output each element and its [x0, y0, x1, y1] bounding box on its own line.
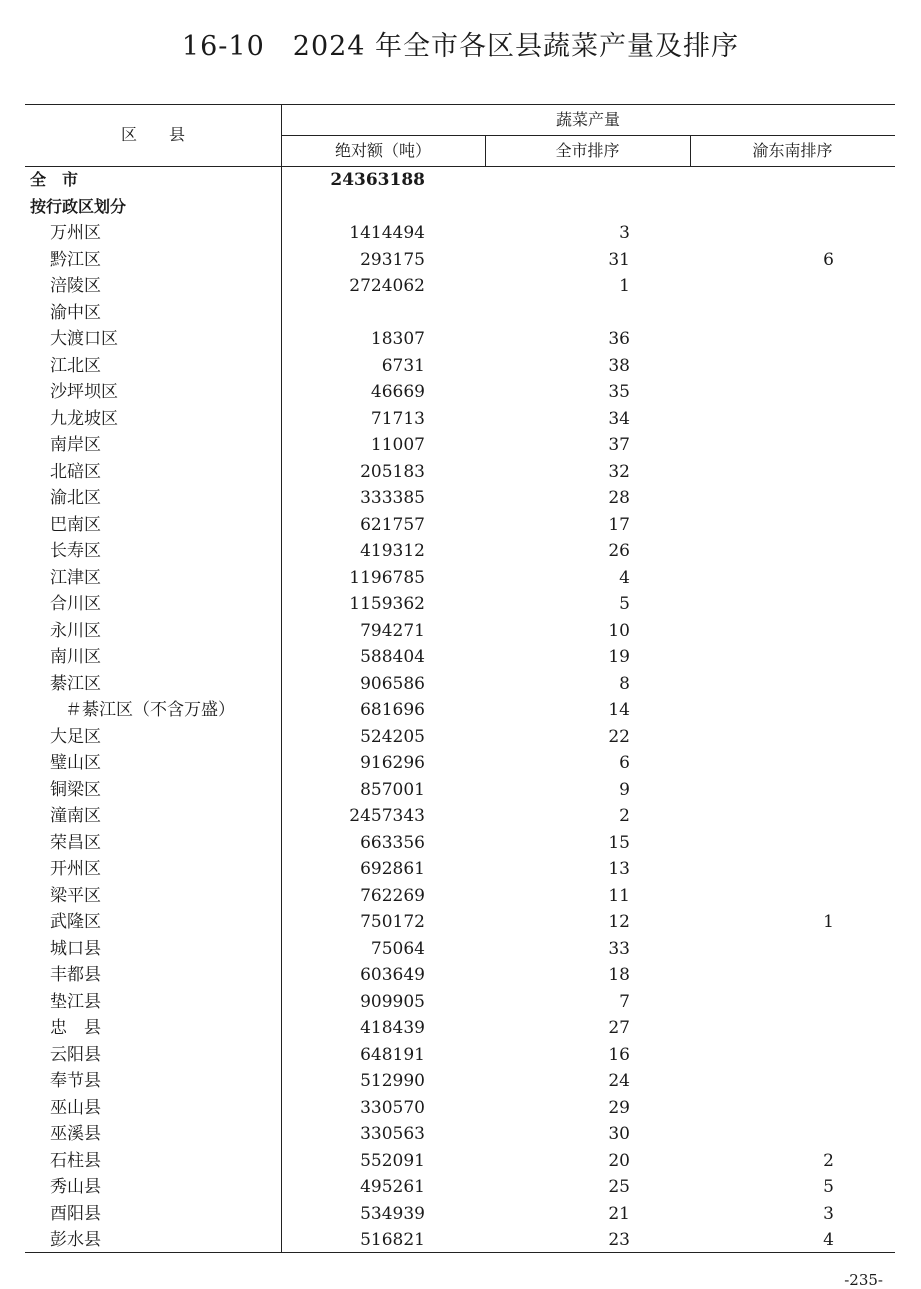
region-name: 巴南区 [50, 514, 101, 535]
region-name: 渝北区 [50, 488, 101, 508]
table-row [25, 1174, 895, 1201]
table-row [25, 671, 895, 698]
region-name: 武隆区 [50, 912, 101, 932]
absolute-amount: 603649 [360, 965, 425, 985]
table-row [25, 1121, 895, 1148]
absolute-amount: 663356 [360, 832, 425, 853]
city-rank: 25 [608, 1177, 630, 1197]
table-row [25, 1227, 895, 1254]
table-row [25, 512, 895, 539]
table-row [25, 538, 895, 565]
city-rank: 1 [619, 276, 630, 296]
region-name: 城口县 [50, 938, 101, 959]
table-row [25, 167, 895, 194]
absolute-amount: 909905 [360, 991, 425, 1012]
region-name: 按行政区划分 [30, 196, 127, 216]
table-row [25, 724, 895, 751]
region-name: 奉节县 [50, 1071, 101, 1091]
absolute-amount: 18307 [370, 329, 425, 349]
city-rank: 27 [608, 1018, 630, 1038]
city-rank: 36 [608, 329, 630, 349]
city-rank: 26 [608, 541, 630, 561]
absolute-amount: 1159362 [349, 594, 425, 614]
absolute-amount: 2724062 [349, 276, 425, 296]
region-name: 彭水县 [50, 1230, 101, 1250]
southeast-rank: 6 [823, 249, 834, 270]
city-rank: 29 [608, 1097, 630, 1118]
absolute-amount: 762269 [360, 885, 425, 906]
table-top-rule [25, 104, 895, 105]
table-row [25, 856, 895, 883]
city-rank: 2 [619, 806, 630, 826]
region-name: 南岸区 [50, 435, 101, 455]
region-name: 沙坪坝区 [50, 382, 118, 402]
table-row [25, 777, 895, 804]
city-rank: 10 [608, 620, 630, 641]
region-name: 涪陵区 [50, 276, 101, 296]
city-rank: 7 [619, 991, 630, 1012]
table-row [25, 591, 895, 618]
region-name: 九龙坡区 [50, 408, 118, 429]
table-row [25, 353, 895, 380]
absolute-amount: 333385 [360, 488, 425, 508]
absolute-amount: 524205 [360, 726, 425, 747]
table-row [25, 379, 895, 406]
table-row [25, 273, 895, 300]
absolute-amount: 293175 [360, 249, 425, 270]
region-name: 江北区 [50, 355, 101, 376]
southeast-rank: 2 [823, 1150, 834, 1171]
absolute-amount: 2457343 [349, 806, 425, 826]
southeast-rank: 3 [823, 1203, 834, 1224]
absolute-amount: 419312 [360, 541, 425, 561]
header-city-rank: 全市排序 [555, 141, 620, 160]
region-name: 永川区 [50, 620, 101, 641]
absolute-amount: 1414494 [349, 223, 425, 243]
city-rank: 16 [608, 1044, 630, 1065]
absolute-amount: 46669 [370, 382, 425, 402]
region-name: 大渡口区 [50, 329, 118, 349]
city-rank: 15 [608, 832, 630, 853]
region-name: 大足区 [50, 726, 101, 747]
city-rank: 8 [619, 673, 630, 694]
city-rank: 22 [608, 726, 630, 747]
absolute-amount: 75064 [370, 938, 425, 959]
region-name: 秀山县 [50, 1177, 101, 1197]
city-rank: 14 [608, 700, 630, 720]
region-name: ＃綦江区（不含万盛） [65, 700, 235, 720]
city-rank: 9 [619, 779, 630, 800]
table-row [25, 565, 895, 592]
table-row [25, 432, 895, 459]
table-row [25, 220, 895, 247]
absolute-amount: 794271 [360, 620, 425, 641]
table-row [25, 618, 895, 645]
city-rank: 38 [608, 355, 630, 376]
region-name: 綦江区 [50, 673, 101, 694]
city-rank: 35 [608, 382, 630, 402]
table-row [25, 1068, 895, 1095]
city-rank: 4 [619, 567, 630, 588]
page-number: -235- [844, 1271, 883, 1289]
city-rank: 30 [608, 1124, 630, 1144]
region-name: 忠 县 [50, 1018, 101, 1038]
region-name: 巫山县 [50, 1097, 101, 1118]
city-rank: 31 [608, 249, 630, 270]
table-row [25, 1148, 895, 1175]
region-name: 云阳县 [50, 1044, 101, 1065]
header-southeast-rank: 渝东南排序 [752, 141, 833, 160]
region-name: 铜梁区 [50, 779, 101, 800]
city-rank: 5 [619, 594, 630, 614]
region-name: 璧山区 [50, 753, 101, 773]
absolute-amount: 552091 [360, 1150, 425, 1171]
city-rank: 19 [608, 647, 630, 667]
table-row [25, 406, 895, 433]
region-name: 万州区 [50, 223, 101, 243]
table-row [25, 1095, 895, 1122]
table-row [25, 830, 895, 857]
region-name: 石柱县 [50, 1150, 101, 1171]
absolute-amount: 418439 [360, 1018, 425, 1038]
absolute-amount: 71713 [370, 408, 425, 429]
absolute-amount: 681696 [360, 700, 425, 720]
absolute-amount: 6731 [381, 355, 425, 376]
absolute-amount: 205183 [360, 461, 425, 482]
city-rank: 3 [619, 223, 630, 243]
table-row [25, 459, 895, 486]
absolute-amount: 916296 [360, 753, 425, 773]
table-row [25, 936, 895, 963]
region-name: 垫江县 [50, 991, 101, 1012]
table-row [25, 300, 895, 327]
city-rank: 21 [608, 1203, 630, 1224]
table-row [25, 883, 895, 910]
city-rank: 13 [608, 859, 630, 879]
table-row [25, 644, 895, 671]
absolute-amount: 857001 [360, 779, 425, 800]
city-rank: 37 [608, 435, 630, 455]
city-rank: 12 [608, 912, 630, 932]
table-row [25, 247, 895, 274]
region-name: 合川区 [50, 594, 101, 614]
absolute-amount: 648191 [360, 1044, 425, 1065]
region-name: 渝中区 [50, 302, 101, 323]
table-row [25, 909, 895, 936]
city-rank: 24 [608, 1071, 630, 1091]
table-row [25, 326, 895, 353]
city-rank: 6 [619, 753, 630, 773]
region-name: 潼南区 [50, 806, 101, 826]
header-region: 区 县 [120, 125, 185, 144]
city-rank: 33 [608, 938, 630, 959]
region-name: 荣昌区 [50, 832, 101, 853]
absolute-amount: 692861 [360, 859, 425, 879]
table-row [25, 750, 895, 777]
absolute-amount: 750172 [360, 912, 425, 932]
city-rank: 28 [608, 488, 630, 508]
absolute-amount: 906586 [360, 673, 425, 694]
header-group-rule [281, 135, 895, 136]
table-row [25, 1042, 895, 1069]
southeast-rank: 1 [823, 912, 834, 932]
region-name: 江津区 [50, 567, 101, 588]
region-name: 北碚区 [50, 461, 101, 482]
absolute-amount: 621757 [360, 514, 425, 535]
table-row [25, 485, 895, 512]
region-name: 酉阳县 [50, 1203, 101, 1224]
absolute-amount: 11007 [370, 435, 425, 455]
absolute-amount: 1196785 [349, 567, 425, 588]
table-row [25, 989, 895, 1016]
absolute-amount: 534939 [360, 1203, 425, 1224]
table-number: 16-10 [181, 31, 265, 62]
region-name: 巫溪县 [50, 1124, 101, 1144]
absolute-amount: 512990 [360, 1071, 425, 1091]
city-rank: 18 [608, 965, 630, 985]
city-rank: 32 [608, 461, 630, 482]
header-group: 蔬菜产量 [555, 110, 620, 129]
city-rank: 34 [608, 408, 630, 429]
region-name: 丰都县 [50, 965, 101, 985]
absolute-amount: 588404 [360, 647, 425, 667]
region-name: 长寿区 [50, 541, 101, 561]
region-name: 开州区 [50, 859, 101, 879]
region-name: 南川区 [50, 647, 101, 667]
absolute-amount: 330570 [360, 1097, 425, 1118]
table-row [25, 697, 895, 724]
absolute-amount: 516821 [360, 1230, 425, 1250]
southeast-rank: 5 [823, 1177, 834, 1197]
city-rank: 20 [608, 1150, 630, 1171]
table-row [25, 194, 895, 221]
city-rank: 11 [608, 885, 630, 906]
absolute-amount: 495261 [360, 1177, 425, 1197]
city-rank: 17 [608, 514, 630, 535]
table-row [25, 1015, 895, 1042]
header-absolute-amount: 绝对额（吨） [334, 141, 431, 160]
table-title: 2024 年全市各区县蔬菜产量及排序 [292, 31, 740, 62]
region-name: 黔江区 [50, 249, 101, 270]
city-rank: 23 [608, 1230, 630, 1250]
southeast-rank: 4 [823, 1230, 834, 1250]
region-name: 全 市 [30, 170, 79, 189]
page-title [0, 24, 921, 63]
region-name: 梁平区 [50, 885, 101, 906]
table-row [25, 1201, 895, 1228]
absolute-amount: 330563 [360, 1124, 425, 1144]
table-row [25, 962, 895, 989]
absolute-amount: 24363188 [330, 170, 425, 190]
table-row [25, 803, 895, 830]
